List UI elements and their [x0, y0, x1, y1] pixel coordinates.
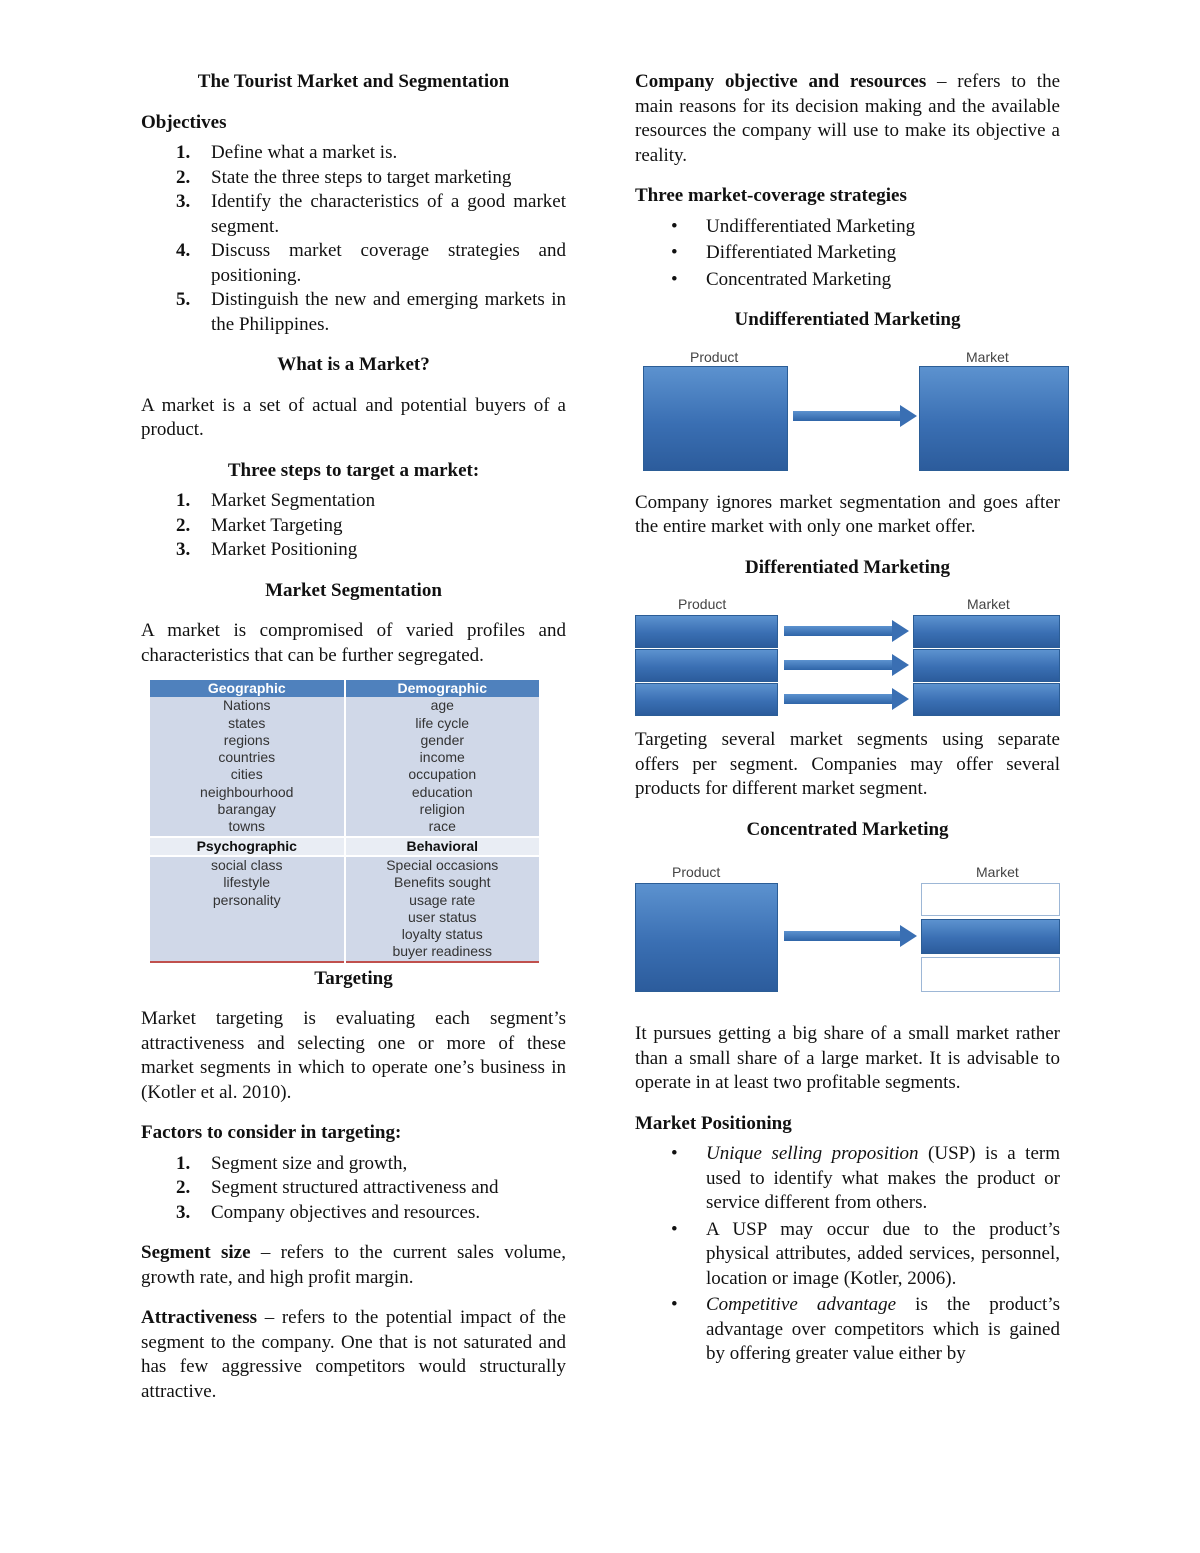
- list-item: • Concentrated Marketing: [635, 268, 1060, 293]
- positioning-heading: Market Positioning: [635, 1112, 792, 1134]
- psychographic-header: Psychographic: [150, 837, 345, 856]
- market-box: [913, 649, 1060, 682]
- targeting-text: Market targeting is evaluating each segment’s attractiveness and selecting one or more of these market segments in which to operate one’s business in (Kotler et al. 2010).: [141, 1008, 566, 1103]
- list-item: 3. Identify the characteristics of a good market segment.: [176, 191, 566, 237]
- market-box: [919, 366, 1069, 471]
- document-title: The Tourist Market and Segmentation: [197, 71, 510, 92]
- arrow-icon: [784, 626, 909, 636]
- steps-heading: Three steps to target a market:: [227, 459, 480, 481]
- demographic-cell: age life cycle gender income occupation education religion race: [345, 697, 540, 836]
- market-box: [913, 683, 1060, 716]
- product-box: [643, 366, 788, 471]
- list-item: 1. Define what a market is.: [176, 142, 398, 163]
- factors-heading: Factors to consider in targeting:: [141, 1122, 402, 1144]
- list-item: 1. Market Segmentation: [176, 490, 376, 511]
- list-item: 1. Segment size and growth,: [176, 1152, 408, 1174]
- market-label: Market: [967, 596, 1010, 612]
- concentrated-heading: Concentrated Marketing: [746, 818, 949, 840]
- geographic-header: Geographic: [150, 680, 345, 697]
- market-box: [913, 615, 1060, 648]
- behavioral-cell: Special occasions Benefits sought usage rate user status loyalty status buyer readiness: [345, 856, 540, 962]
- differentiated-heading: Differentiated Marketing: [745, 556, 950, 578]
- product-label: Product: [678, 596, 727, 612]
- product-box: [635, 883, 778, 992]
- product-box: [635, 615, 778, 648]
- arrow-icon: [784, 660, 909, 670]
- objectives-heading: Objectives: [141, 111, 227, 133]
- market-label: Market: [976, 864, 1019, 880]
- market-segment-box: [921, 957, 1060, 992]
- list-item: 2. Segment structured attractiveness and: [176, 1177, 499, 1199]
- list-item: • Unique selling proposition (USP) is a term used to identify what makes the product or service different from others.: [635, 1142, 1060, 1216]
- product-label: Product: [690, 348, 739, 365]
- market-label: Market: [966, 348, 1009, 365]
- positioning-list: [635, 1142, 1060, 1367]
- right-column: [635, 70, 1060, 1369]
- list-item: 2. Market Targeting: [176, 514, 343, 536]
- left-column: [141, 70, 566, 1404]
- undifferentiated-heading: Undifferentiated Marketing: [734, 309, 961, 330]
- list-item: 5. Distinguish the new and emerging markets in the Philippines.: [176, 289, 566, 335]
- strategies-heading: Three market-coverage strategies: [635, 185, 907, 206]
- undifferentiated-diagram: [635, 341, 1060, 481]
- concentrated-text: It pursues getting a big share of a small market rather than a small share of a large market. It is advisable to operate in at least two profitable segments.: [635, 1023, 1060, 1093]
- targeting-heading: Targeting: [314, 967, 393, 989]
- list-item: 3. Market Positioning: [176, 539, 358, 560]
- list-item: • Undifferentiated Marketing: [635, 215, 1060, 240]
- product-label: Product: [672, 864, 721, 880]
- arrow-icon: [793, 411, 917, 421]
- attractiveness-paragraph: Attractiveness – refers to the potential impact of the segment to the company. One that is not saturated and has few aggressive competitors would structurally attractive.: [141, 1307, 566, 1402]
- market-segment-box-selected: [921, 919, 1060, 954]
- market-definition: A market is a set of actual and potential buyers of a product.: [141, 394, 566, 440]
- objectives-list: [141, 141, 566, 337]
- strategies-list: [635, 215, 1060, 293]
- differentiated-text: Targeting several market segments using separate offers per segment. Companies may offer several products for different market segment.: [635, 729, 1060, 799]
- list-item: • A USP may occur due to the product’s physical attributes, added services, personnel, location or image (Kotler, 2006).: [635, 1218, 1060, 1292]
- geographic-cell: Nations states regions countries cities neighbourhood barangay towns: [150, 697, 345, 836]
- concentrated-diagram: [635, 850, 1060, 1010]
- arrow-icon: [784, 694, 909, 704]
- segment-size-paragraph: Segment size – refers to the current sales volume, growth rate, and high profit margin.: [141, 1242, 566, 1288]
- steps-list: [141, 489, 566, 563]
- behavioral-header: Behavioral: [345, 837, 540, 856]
- market-heading: What is a Market?: [277, 354, 430, 375]
- product-box: [635, 683, 778, 716]
- list-item: • Differentiated Marketing: [635, 241, 1060, 266]
- segmentation-heading: Market Segmentation: [265, 579, 442, 601]
- segmentation-text: A market is compromised of varied profiles and characteristics that can be further segregated.: [141, 620, 566, 666]
- psychographic-cell: social class lifestyle personality: [150, 856, 345, 962]
- factors-list: [141, 1152, 566, 1226]
- undifferentiated-text: Company ignores market segmentation and goes after the entire market with only one market offer.: [635, 491, 1060, 537]
- list-item: 2. State the three steps to target marketing: [176, 166, 512, 188]
- product-box: [635, 649, 778, 682]
- company-paragraph: Company objective and resources – refers to the main reasons for its decision making and the available resources the company will use to make its objective a reality.: [635, 71, 1061, 166]
- list-item: 4. Discuss market coverage strategies and positioning.: [176, 240, 566, 286]
- differentiated-diagram: [635, 588, 1060, 718]
- arrow-icon: [784, 931, 917, 941]
- demographic-header: Demographic: [345, 680, 540, 697]
- list-item: 3. Company objectives and resources.: [176, 1201, 481, 1223]
- segmentation-table: [150, 680, 539, 963]
- list-item: • Competitive advantage is the product’s advantage over competitors which is gained by offering greater value either by: [635, 1293, 1060, 1367]
- market-segment-box: [921, 883, 1060, 916]
